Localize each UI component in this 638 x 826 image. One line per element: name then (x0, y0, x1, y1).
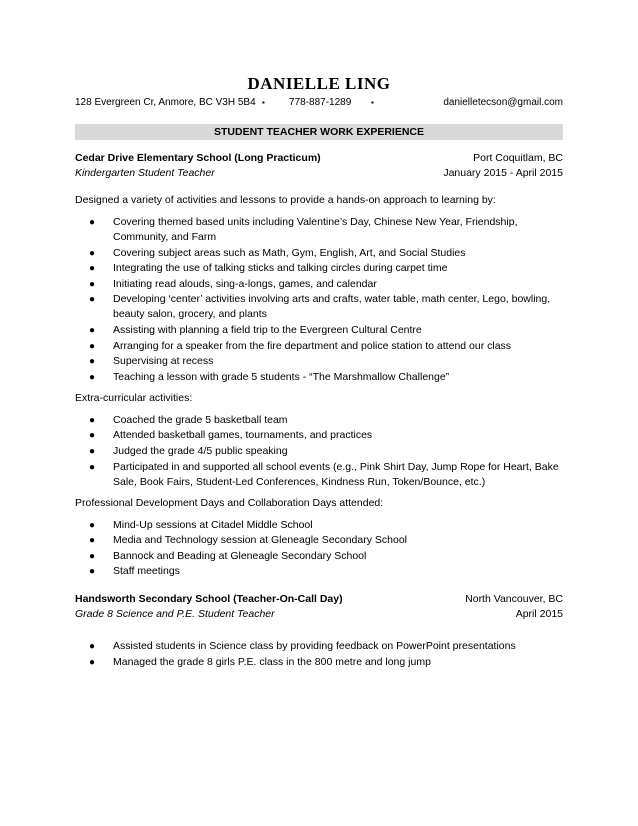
list-item: ● Arranging for a speaker from the fire department and police station to attend our class (89, 339, 512, 352)
separator-bullet: ▪ (371, 98, 374, 107)
job-location: Port Coquitlam, BC (473, 152, 563, 164)
job-location: North Vancouver, BC (465, 593, 563, 606)
duties-list (75, 639, 563, 670)
list-item: ● Covering subject areas such as Math, Gym, English, Art, and Social Studies (89, 246, 466, 259)
address: 128 Evergreen Cr, Anmore, BC V3H 5B4 (75, 97, 256, 108)
job-subheader (75, 166, 563, 181)
job-header (75, 151, 563, 166)
list-item: ● Bannock and Beading at Gleneagle Secondary School (89, 549, 367, 562)
list-item: ● Mind-Up sessions at Citadel Middle School (89, 518, 313, 531)
school-name: Handsworth Secondary School (Teacher-On-Call Day) (75, 593, 343, 606)
candidate-name: DANIELLE LING (247, 74, 391, 93)
section-title: STUDENT TEACHER WORK EXPERIENCE (75, 124, 563, 140)
list-item: ● Coached the grade 5 basketball team (89, 413, 288, 426)
job-role: Kindergarten Student Teacher (75, 167, 215, 179)
list-item: ● Staff meetings (89, 565, 180, 578)
phone: 778-887-1289 (289, 97, 352, 108)
list-item: ● Managed the grade 8 girls P.E. class in the 800 metre and long jump (89, 655, 431, 668)
list-item: ● Supervising at recess (89, 355, 214, 368)
job-intro: Designed a variety of activities and lessons to provide a hands-on approach to learning by: (75, 194, 496, 206)
list-item: ● Integrating the use of talking sticks and talking circles during carpet time (89, 262, 448, 275)
list-item: ● Assisting with planning a field trip to the Evergreen Cultural Centre (89, 323, 422, 336)
job-subheader (75, 607, 563, 622)
list-item: ● Media and Technology session at Gleneagle Secondary School (89, 534, 407, 547)
pd-days-label: Professional Development Days and Collaboration Days attended: (75, 496, 384, 509)
list-item: ● Judged the grade 4/5 public speaking (89, 444, 288, 457)
job-role: Grade 8 Science and P.E. Student Teacher (75, 608, 275, 621)
list-item: ● Attended basketball games, tournaments, and practices (89, 429, 373, 442)
list-item: ● Participated in and supported all school events (e.g., Pink Shirt Day, Jump Rope for Heart, Bake Sale, Book Fairs, Student-Led Conferences, Kindness Run, Token/Bounce, etc.) (89, 460, 559, 488)
job-header (75, 592, 563, 607)
list-item: ● Teaching a lesson with grade 5 students - “The Marshmallow Challenge” (89, 370, 450, 383)
duties-list (75, 215, 563, 385)
extra-curricular-label: Extra-curricular activities: (75, 391, 193, 404)
contact-line (75, 96, 563, 110)
pd-days-list (75, 518, 563, 580)
list-item: ● Developing ‘center’ activities involving arts and crafts, water table, math center, Lego, bowling, beauty salon, grocery, and plants (89, 293, 551, 321)
job-dates: April 2015 (515, 608, 563, 621)
list-item: ● Initiating read alouds, sing-a-longs, games, and calendar (89, 277, 377, 290)
list-item: ● Covering themed based units including Valentine’s Day, Chinese New Year, Friendship, Community, and Farm (89, 216, 518, 243)
experience-section (75, 151, 563, 671)
extra-curricular-list (75, 413, 563, 490)
email: danielletecson@gmail.com (443, 97, 563, 108)
job-dates: January 2015 - April 2015 (443, 167, 563, 179)
school-name: Cedar Drive Elementary School (Long Practicum) (75, 152, 321, 164)
separator-bullet: ▪ (262, 98, 265, 107)
list-item: ● Assisted students in Science class by providing feedback on PowerPoint presentations (89, 640, 516, 653)
